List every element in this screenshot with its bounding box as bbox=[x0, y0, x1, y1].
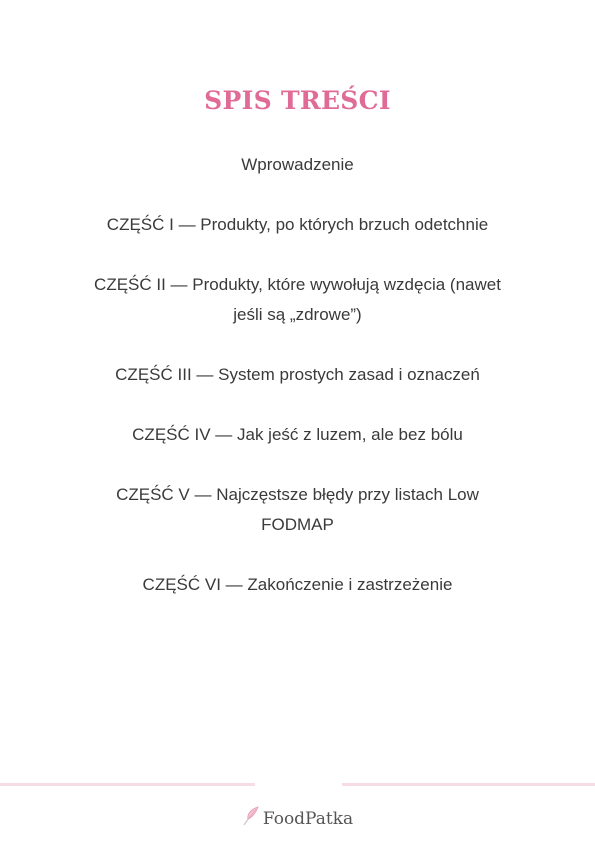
toc-item-part-1: CZĘŚĆ I — Produkty, po których brzuch odetchnie bbox=[106, 215, 489, 234]
toc-item-part-4: CZĘŚĆ IV — Jak jeść z luzem, ale bez bólu bbox=[132, 425, 463, 444]
footer-brand bbox=[0, 806, 595, 831]
footer-divider-left bbox=[0, 783, 255, 786]
page-title: SPIS TREŚCI bbox=[204, 86, 391, 115]
toc-item-part-3: CZĘŚĆ III — System prostych zasad i oznaczeń bbox=[115, 365, 480, 384]
table-of-contents bbox=[0, 150, 595, 630]
toc-item-part-6: CZĘŚĆ VI — Zakończenie i zastrzeżenie bbox=[142, 575, 453, 594]
brand-name: FoodPatka bbox=[262, 809, 354, 829]
footer-divider-right bbox=[342, 783, 595, 786]
toc-item-part-5: CZĘŚĆ V — Najczęstsze błędy przy listach Low FODMAP bbox=[116, 485, 479, 534]
toc-item-introduction: Wprowadzenie bbox=[241, 155, 354, 174]
toc-item-part-2: CZĘŚĆ II — Produkty, które wywołują wzdęcia (nawet jeśli są „zdrowe”) bbox=[94, 275, 501, 324]
feather-icon bbox=[242, 806, 260, 831]
